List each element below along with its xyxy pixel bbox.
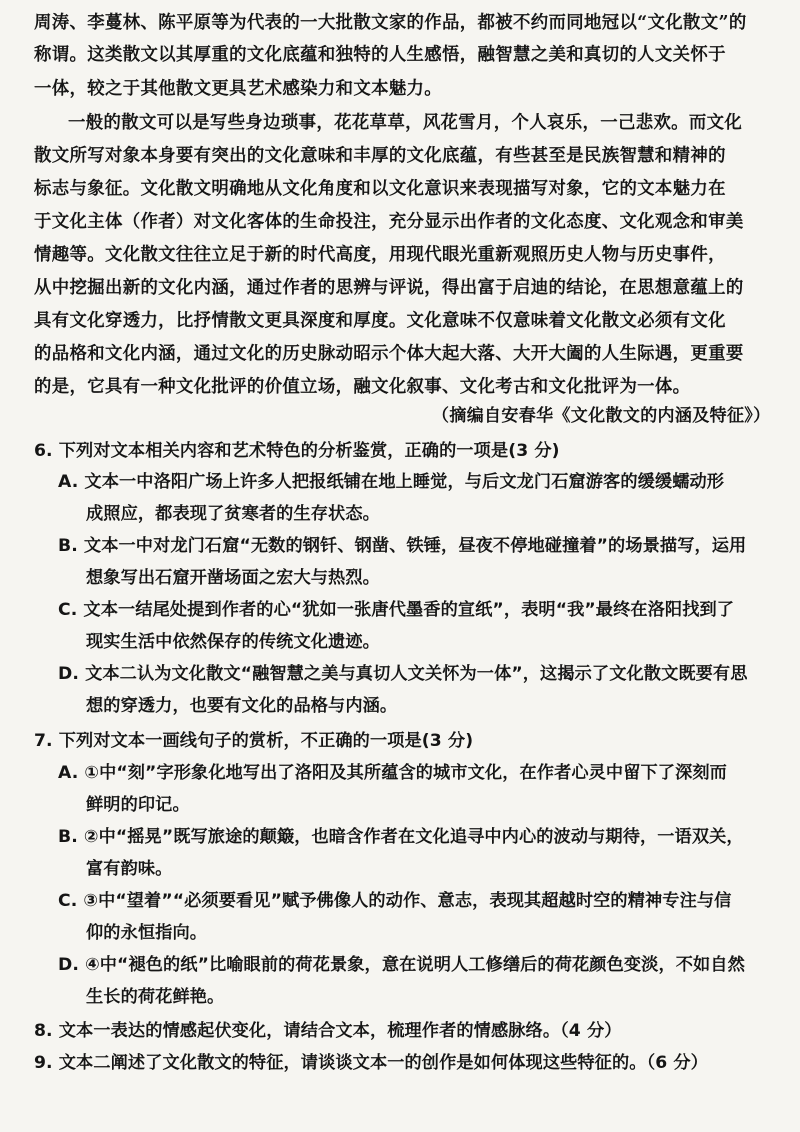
- passage-line-5: 散文所写对象本身要有突出的文化意味和丰厚的文化底蕴，有些甚至是民族智慧和精神的: [34, 146, 726, 166]
- q7-stem: 7. 下列对文本一画线句子的赏析，不正确的一项是(3 分): [34, 731, 474, 751]
- q7-option-a: A. ①中“刻”字形象化地写出了洛阳及其所蕴含的城市文化，在作者心灵中留下了深刻而: [58, 763, 727, 783]
- q7-option-d-cont: 生长的荷花鲜艳。: [86, 987, 225, 1007]
- passage-line-12: 的是，它具有一种文化批评的价值立场，融文化叙事、文化考古和文化批评为一体。: [34, 377, 691, 397]
- q6-option-d: D. 文本二认为文化散文“融智慧之美与真切人文关怀为一体”，这揭示了文化散文既要有思: [58, 664, 748, 684]
- q7-option-d: D. ④中“褪色的纸”比喻眼前的荷花景象，意在说明人工修缮后的荷花颜色变淡，不如自然: [58, 955, 745, 975]
- q7-option-c-cont: 仰的永恒指向。: [86, 923, 208, 943]
- q6-option-a: A. 文本一中洛阳广场上许多人把报纸铺在地上睡觉，与后文龙门石窟游客的缓缓蠕动形: [58, 472, 725, 492]
- passage-source: （摘编自安春华《文化散文的内涵及特征》）: [432, 406, 771, 426]
- passage-line-7: 于文化主体（作者）对文化客体的生命投注，充分显示出作者的文化态度、文化观念和审美: [34, 212, 744, 232]
- passage-line-11: 的品格和文化内涵，通过文化的历史脉动昭示个体大起大落、大开大阖的人生际遇，更重要: [34, 344, 744, 364]
- passage-line-8: 情趣等。文化散文往往立足于新的时代高度，用现代眼光重新观照历史人物与历史事件，: [34, 245, 726, 265]
- q8-stem: 8. 文本一表达的情感起伏变化，请结合文本，梳理作者的情感脉络。（4 分）: [34, 1021, 622, 1041]
- q6-option-b: B. 文本一中对龙门石窟“无数的钢钎、钢凿、铁锤，昼夜不停地碰撞着”的场景描写，运用: [58, 536, 747, 556]
- passage-line-2: 称谓。这类散文以其厚重的文化底蕴和独特的人生感悟，融智慧之美和真切的人文关怀于: [34, 45, 726, 65]
- q6-option-b-cont: 想象写出石窟开凿场面之宏大与热烈。: [86, 568, 380, 588]
- q7-option-c: C. ③中“望着”“必须要看见”赋予佛像人的动作、意志，表现其超越时空的精神专注与信: [58, 891, 732, 911]
- q7-option-b: B. ②中“摇晃”既写旅途的颠簸，也暗含作者在文化追寻中内心的波动与期待，一语双关，: [58, 827, 744, 847]
- q6-option-c: C. 文本一结尾处提到作者的心“犹如一张唐代墨香的宣纸”，表明“我”最终在洛阳找到了: [58, 600, 735, 620]
- passage-line-10: 具有文化穿透力，比抒情散文更具深度和厚度。文化意味不仅意味着文化散文必须有文化: [34, 311, 726, 331]
- passage-line-1: 周涛、李蔓林、陈平原等为代表的一大批散文家的作品，都被不约而同地冠以“文化散文”的: [34, 13, 747, 33]
- q6-option-d-cont: 想的穿透力，也要有文化的品格与内涵。: [86, 696, 398, 716]
- passage-line-3: 一体，较之于其他散文更具艺术感染力和文本魅力。: [34, 79, 443, 99]
- q6-option-c-cont: 现实生活中依然保存的传统文化遗迹。: [86, 632, 380, 652]
- q7-option-a-cont: 鲜明的印记。: [86, 795, 190, 815]
- q6-option-a-cont: 成照应，都表现了贫寒者的生存状态。: [86, 504, 380, 524]
- q9-stem: 9. 文本二阐述了文化散文的特征，请谈谈文本一的创作是如何体现这些特征的。（6 分）: [34, 1053, 708, 1073]
- q7-option-b-cont: 富有韵味。: [86, 859, 173, 879]
- passage-line-9: 从中挖掘出新的文化内涵，通过作者的思辨与评说，得出富于启迪的结论，在思想意蕴上的: [34, 278, 744, 298]
- q6-stem: 6. 下列对文本相关内容和艺术特色的分析鉴赏，正确的一项是(3 分): [34, 441, 560, 461]
- passage-line-4: 一般的散文可以是写些身边琐事，花花草草，风花雪月，个人哀乐，一己悲欢。而文化: [68, 113, 743, 133]
- passage-line-6: 标志与象征。文化散文明确地从文化角度和以文化意识来表现描写对象，它的文本魅力在: [34, 179, 726, 199]
